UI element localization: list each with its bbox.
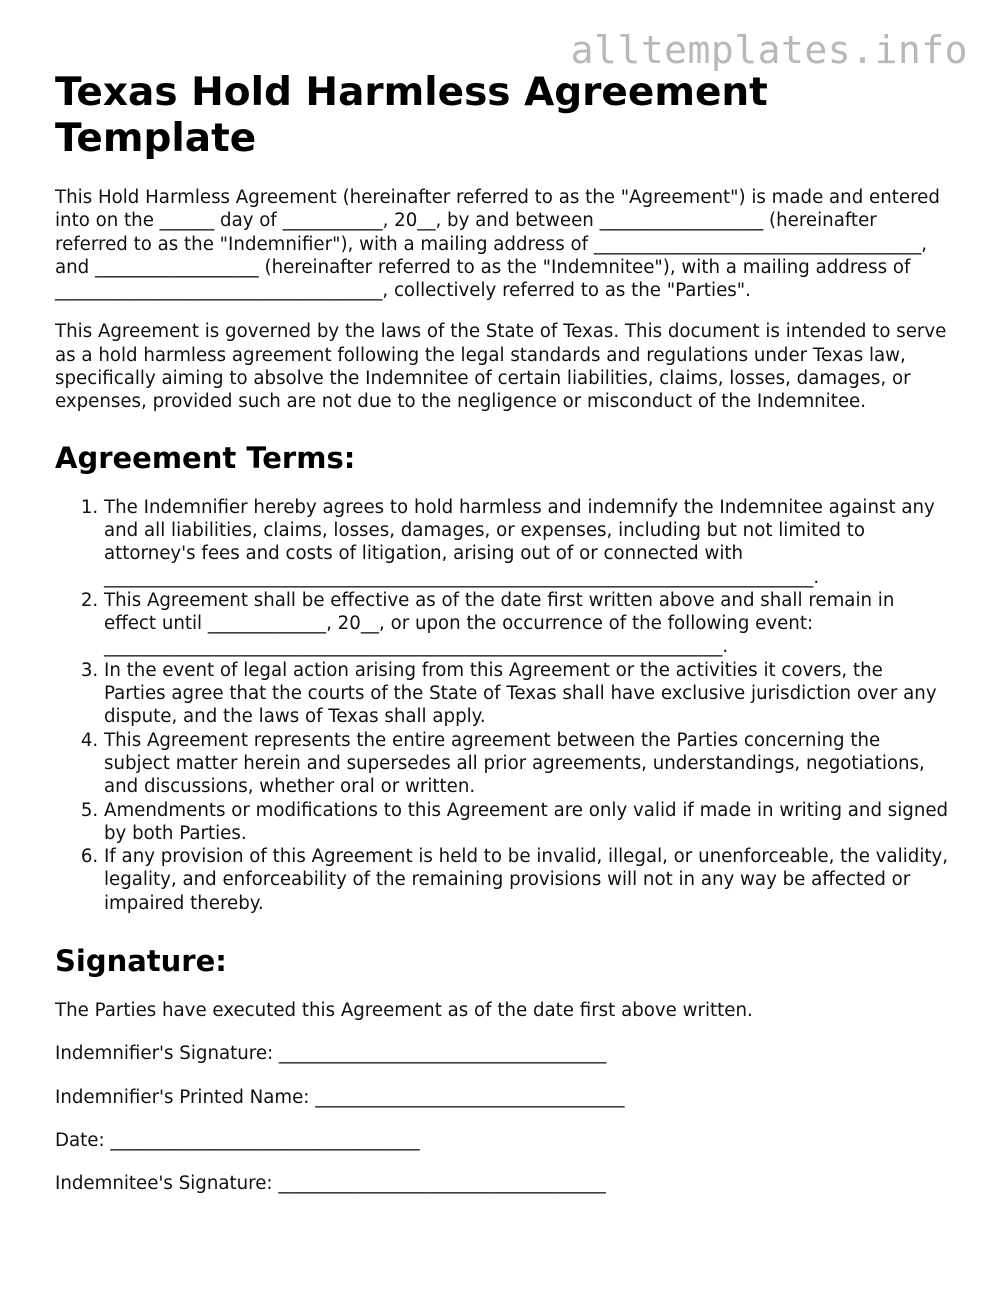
indemnitee-signature-line: Indemnitee's Signature: ____________________________________ [55, 1173, 606, 1195]
indemnifier-printed-name-line: Indemnifier's Printed Name: __________________________________ [55, 1086, 625, 1108]
term-item: 3. In the event of legal action arising from this Agreement or the activities it covers, the Parties agree that the courts of the State of Texas shall have exclusive jurisdiction over any dispute, and the laws of Texas shall apply. [104, 659, 950, 729]
document-title: Texas Hold Harmless Agreement Template [55, 70, 768, 161]
intro-paragraph: This Hold Harmless Agreement (hereinafter referred to as the "Agreement") is made and entered into on the ______ day of ___________, 20__, by and between __________________ (hereinafter referred to as the "Indemnifier"), with a mailing address of ____________________________________, and __________________ (hereinafter referred to as the "Indemnitee"), with a mailing address of ____________________________________, collectively referred to as the "Parties". [55, 187, 940, 302]
signature-intro: The Parties have executed this Agreement as of the date first above written. [55, 1000, 753, 1022]
indemnifier-signature-line: Indemnifier's Signature: ____________________________________ [55, 1043, 607, 1065]
date-line: Date: __________________________________ [55, 1129, 420, 1151]
term-item: 2. This Agreement shall be effective as of the date first written above and shall remain in effect until _____________, 20__, or upon the occurrence of the following event: ____________________________________________________________________. [104, 589, 950, 659]
document-page [55, 70, 950, 1216]
terms-list [55, 496, 950, 915]
watermark: alltemplates.info [570, 28, 968, 72]
term-item: 5. Amendments or modifications to this Agreement are only valid if made in writing and signed by both Parties. [104, 799, 950, 846]
governing-law-paragraph: This Agreement is governed by the laws of the State of Texas. This document is intended to serve as a hold harmless agreement following the legal standards and regulations under Texas law, specifically aiming to absolve the Indemnitee of certain liabilities, claims, losses, damages, or expenses, provided such are not due to the negligence or misconduct of the Indemnitee. [55, 321, 947, 413]
term-item: 4. This Agreement represents the entire agreement between the Parties concerning the subject matter herein and supersedes all prior agreements, understandings, negotiations, and discussions, whether oral or written. [104, 729, 950, 799]
term-item: 1. The Indemnifier hereby agrees to hold harmless and indemnify the Indemnitee against any and all liabilities, claims, losses, damages, or expenses, including but not limited to attorney's fees and costs of litigation, arising out of or connected with ______________________________________________________________________________. [104, 496, 950, 589]
signature-heading: Signature: [55, 944, 227, 979]
term-item: 6. If any provision of this Agreement is held to be invalid, illegal, or unenforceable, the validity, legality, and enforceability of the remaining provisions will not in any way be affected or impaired thereby. [104, 845, 950, 915]
terms-heading: Agreement Terms: [55, 440, 356, 475]
